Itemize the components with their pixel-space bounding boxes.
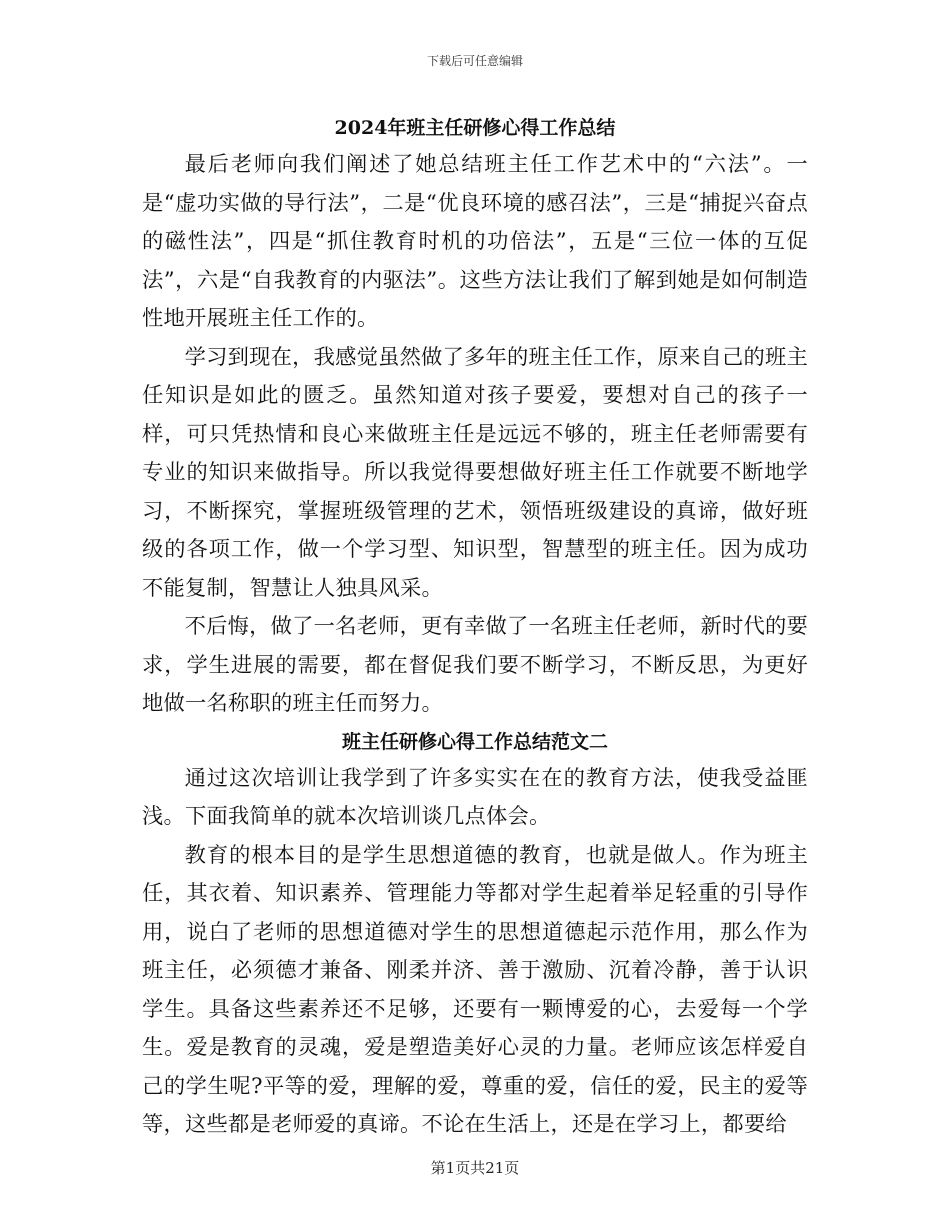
document-body: [142, 110, 808, 1145]
paragraph: 通过这次培训让我学到了许多实实在在的教育方法，使我受益匪浅。下面我简单的就本次培训谈几点体会。: [142, 765, 808, 829]
paragraph: 不后悔，做了一名老师，更有幸做了一名班主任老师，新时代的要求，学生进展的需要，都在督促我们要不断学习，不断反思，为更好地做一名称职的班主任而努力。: [142, 614, 809, 716]
page-number: 第1页共21页: [430, 1159, 520, 1177]
paragraph: 教育的根本目的是学生思想道德的教育，也就是做人。作为班主任，其衣着、知识素养、管理能力等都对学生起着举足轻重的引导作用，说白了老师的思想道德对学生的思想道德起示范作用，那么作为班主任，必须德才兼备、刚柔并济、善于激励、沉着冷静，善于认识学生。具备这些素养还不足够，还要有一颗博爱的心，去爱每一个学生。爱是教育的灵魂，爱是塑造美好心灵的力量。老师应该怎样爱自己的学生呢?平等的爱，理解的爱，尊重的爱，信任的爱，民主的爱等等，这些都是老师爱的真谛。不论在生活上，还是在学习上，都要给: [142, 842, 808, 1137]
paragraph: 最后老师向我们阐述了她总结班主任工作艺术中的“六法”。一是“虚功实做的导行法”，二是“优良环境的感召法”，三是“捕捉兴奋点的磁性法”，四是“抓住教育时机的功倍法”，五是“三位一体的互促法”，六是“自我教育的内驱法”。这些方法让我们了解到她是如何制造性地开展班主任工作的。: [142, 152, 808, 331]
section-title: 班主任研修心得工作总结范文二: [341, 730, 608, 753]
page-header: 下载后可任意编辑: [426, 54, 523, 68]
document-title: 2024年班主任研修心得工作总结: [334, 117, 616, 139]
paragraph: 学习到现在，我感觉虽然做了多年的班主任工作，原来自己的班主任知识是如此的匮乏。虽然知道对孩子要爱，要想对自己的孩子一样，可只凭热情和良心来做班主任是远远不够的，班主任老师需要有专业的知识来做指导。所以我觉得要想做好班主任工作就要不断地学习，不断探究，掌握班级管理的艺术，领悟班级建设的真谛，做好班级的各项工作，做一个学习型、知识型，智慧型的班主任。因为成功不能复制，智慧让人独具风采。: [142, 344, 809, 601]
